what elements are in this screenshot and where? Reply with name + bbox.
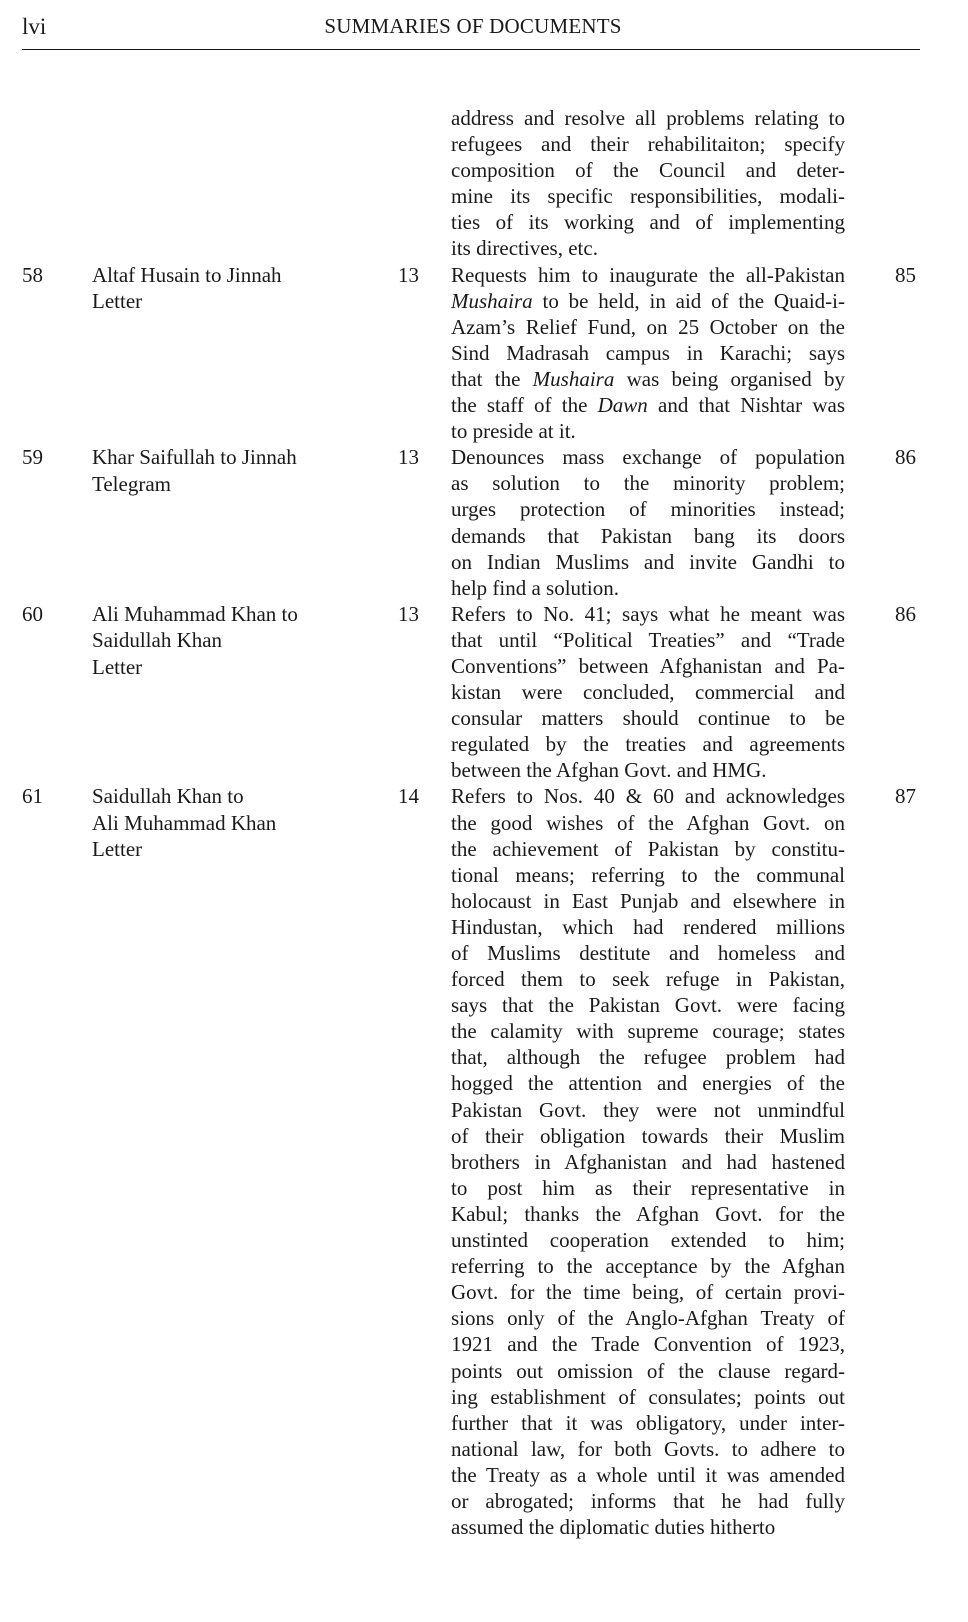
summary-line: consular matters should continue to be [451, 706, 845, 731]
summary-line: points out omission of the clause regard- [451, 1358, 845, 1383]
document-entry [0, 783, 968, 1540]
summary-line: the Treaty as a whole until it was amended [451, 1462, 845, 1487]
entry-title-line: Khar Saifullah to Jinnah [92, 445, 297, 470]
entry-title-line: Ali Muhammad Khan [92, 810, 277, 835]
summary-line: that the Mushaira was being organised by [451, 366, 845, 391]
summary-line: Refers to Nos. 40 & 60 and acknowledges [451, 784, 845, 809]
summary-line: hogged the attention and energies of the [451, 1071, 845, 1096]
document-entry [0, 601, 968, 784]
entry-title [92, 444, 382, 497]
entry-summary [451, 105, 845, 262]
header-rule [22, 49, 920, 50]
italic-title: Dawn [597, 393, 648, 418]
entry-page-ref: 86 [895, 601, 916, 626]
summary-line: of Muslims destitute and homeless and [451, 941, 845, 965]
document-entry [0, 262, 968, 445]
summary-line: Refers to No. 41; says what he meant was [451, 601, 845, 626]
entry-title [92, 601, 382, 681]
summary-line: help find a solution. [451, 575, 619, 600]
entry-page-ref: 85 [895, 262, 916, 287]
summary-line: Pakistan Govt. they were not unmindful [451, 1097, 845, 1122]
summary-line: urges protection of minorities instead; [451, 497, 845, 522]
entry-summary [451, 262, 845, 445]
summary-line: the staff of the Dawn and that Nishtar was [451, 393, 845, 418]
entry-page-ref: 87 [895, 784, 916, 809]
entry-number: 58 [22, 262, 43, 287]
entry-title-line: Letter [92, 289, 143, 314]
entry-date: 14 [398, 784, 419, 809]
document-entry [0, 105, 968, 262]
summary-line: as solution to the minority problem; [451, 471, 845, 496]
summary-line: Kabul; thanks the Afghan Govt. for the [451, 1201, 845, 1226]
summary-line: Mushaira to be held, in aid of the Quaid-i- [451, 288, 845, 313]
summary-line: Requests him to inaugurate the all-Pakistan [451, 262, 845, 287]
entry-title-line: Telegram [92, 471, 171, 496]
entry-summary [451, 444, 845, 601]
entry-title-line: Letter [92, 837, 143, 862]
entry-date: 13 [398, 445, 419, 470]
summary-line: referring to the acceptance by the Afghan [451, 1254, 845, 1279]
entry-summary [451, 601, 845, 784]
summary-line: ties of its working and of implementing [451, 210, 845, 235]
summary-line: between the Afghan Govt. and HMG. [451, 758, 767, 783]
summary-line: composition of the Council and deter- [451, 158, 845, 183]
summary-line: the calamity with supreme courage; states [451, 1019, 845, 1044]
summary-line: address and resolve all problems relating to [451, 106, 845, 130]
summary-line: tional means; referring to the communal [451, 862, 845, 887]
entry-number: 60 [22, 601, 43, 626]
summary-line: Sind Madrasah campus in Karachi; says [451, 340, 845, 365]
summary-line: the good wishes of the Afghan Govt. on [451, 810, 845, 835]
summary-line: that until “Political Treaties” and “Trade [451, 627, 845, 652]
summary-line: assumed the diplomatic duties hitherto [451, 1515, 776, 1540]
summary-line: ing establishment of consulates; points out [451, 1384, 845, 1409]
entry-title [92, 262, 382, 315]
summary-line: demands that Pakistan bang its doors [451, 523, 845, 548]
italic-title: Mushaira [532, 366, 615, 391]
summary-line: says that the Pakistan Govt. were facing [451, 993, 845, 1018]
running-head: SUMMARIES OF DOCUMENTS [324, 14, 622, 38]
entry-title-line: Saidullah Khan to [92, 784, 244, 809]
entry-number: 59 [22, 445, 43, 470]
summary-line: sions only of the Anglo-Afghan Treaty of [451, 1306, 845, 1331]
summary-line: Conventions” between Afghanistan and Pa- [451, 653, 845, 678]
summary-line: refugees and their rehabilitaiton; specify [451, 132, 845, 157]
summary-line: Azam’s Relief Fund, on 25 October on the [451, 314, 845, 339]
entry-date: 13 [398, 262, 419, 287]
summary-line: forced them to seek refuge in Pakistan, [451, 967, 845, 992]
summary-line: to post him as their representative in [451, 1175, 845, 1200]
italic-title: Mushaira [451, 288, 533, 313]
summary-line: on Indian Muslims and invite Gandhi to [451, 549, 845, 574]
summary-line: unstinted cooperation extended to him; [451, 1228, 845, 1253]
summary-line: the achievement of Pakistan by constitu- [451, 836, 845, 861]
summary-line: holocaust in East Punjab and elsewhere in [451, 888, 845, 913]
document-entries [0, 105, 968, 1540]
entry-title-line: Letter [92, 654, 143, 679]
summary-line: regulated by the treaties and agreements [451, 732, 845, 757]
summary-line: mine its specific responsibilities, modali- [451, 184, 845, 209]
entry-summary [451, 783, 845, 1540]
entry-page-ref: 86 [895, 445, 916, 470]
summary-line: that, although the refugee problem had [451, 1045, 845, 1070]
summary-line: 1921 and the Trade Convention of 1923, [451, 1332, 845, 1357]
summary-line: of their obligation towards their Muslim [451, 1123, 845, 1148]
summary-line: Denounces mass exchange of population [451, 445, 845, 470]
entry-number: 61 [22, 784, 43, 809]
summary-line: to preside at it. [451, 419, 576, 444]
summary-line: or abrogated; informs that he had fully [451, 1488, 845, 1513]
page-number: lvi [22, 14, 47, 39]
summary-line: national law, for both Govts. to adhere to [451, 1436, 845, 1461]
entry-title-line: Altaf Husain to Jinnah [92, 262, 282, 287]
entry-title-line: Saidullah Khan [92, 628, 223, 653]
summary-line: brothers in Afghanistan and had hastened [451, 1149, 845, 1174]
summary-line: kistan were concluded, commercial and [451, 680, 845, 705]
entry-title [92, 783, 382, 863]
entry-date: 13 [398, 601, 419, 626]
summary-line: Govt. for the time being, of certain provi- [451, 1280, 845, 1305]
summary-line: further that it was obligatory, under inter- [451, 1410, 845, 1435]
document-entry [0, 444, 968, 601]
entry-title-line: Ali Muhammad Khan to [92, 601, 298, 626]
summary-line: Hindustan, which had rendered millions [451, 914, 845, 939]
summary-line: its directives, etc. [451, 236, 598, 261]
